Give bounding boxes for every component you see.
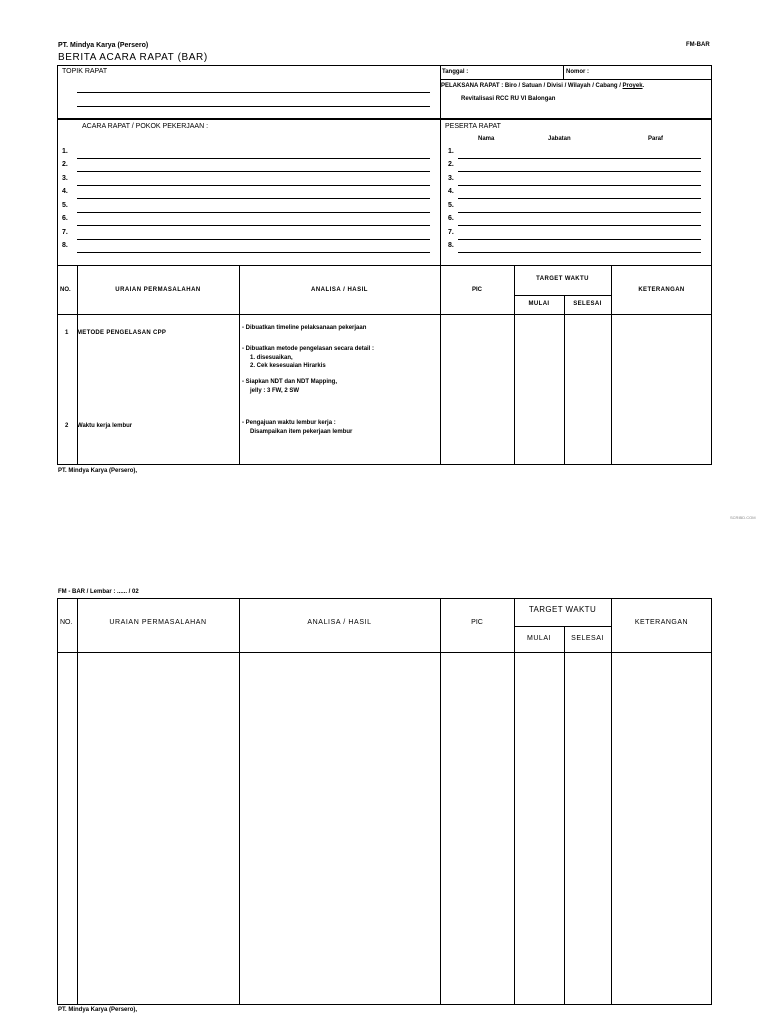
peserta-number: 5.	[448, 202, 454, 209]
topik-label: TOPIK RAPAT	[62, 68, 108, 75]
footer-company-page2: PT. Mindya Karya (Persero),	[58, 1007, 138, 1013]
row-analisa-line: - Siapkan NDT dan NDT Mapping,	[242, 379, 338, 385]
company-name: PT. Mindya Karya (Persero)	[58, 42, 149, 49]
acara-number: 5.	[62, 202, 68, 209]
col-keterangan: KETERANGAN	[634, 619, 689, 626]
form-code: FM-BAR	[686, 42, 710, 48]
acara-number: 2.	[62, 161, 68, 168]
col-selesai: SELESAI	[573, 301, 602, 307]
col-uraian: URAIAN PERMASALAHAN	[109, 619, 207, 626]
row-analisa-line: 2. Cek kesesuaian Hirarkis	[250, 363, 326, 369]
col-mulai: MULAI	[527, 635, 551, 642]
peserta-label: PESERTA RAPAT	[445, 123, 501, 130]
peserta-number: 3.	[448, 175, 454, 182]
col-analisa: ANALISA / HASIL	[311, 287, 368, 293]
col-analisa: ANALISA / HASIL	[307, 619, 372, 626]
pelaksana-end: .	[642, 83, 645, 89]
table2	[57, 598, 712, 1005]
document-title: BERITA ACARA RAPAT (BAR)	[58, 52, 208, 63]
row-analisa-line: - Dibuatkan timeline pelaksanaan pekerjaan	[242, 325, 367, 331]
peserta-number: 8.	[448, 242, 454, 249]
peserta-number: 2.	[448, 161, 454, 168]
row-number: 1	[65, 330, 69, 336]
row-analisa-line: - Pengajuan waktu lembur kerja :	[242, 420, 336, 426]
watermark: SCRIBD.COM	[730, 515, 756, 520]
project-name: Revitalisasi RCC RU VI Balongan	[461, 96, 556, 102]
col-pic: PIC	[471, 619, 483, 626]
row-uraian: METODE PENGELASAN CPP	[77, 330, 167, 336]
peserta-col-jabatan: Jabatan	[548, 136, 571, 142]
sheet-label: FM - BAR / Lembar : ...... / 02	[58, 589, 139, 595]
col-keterangan: KETERANGAN	[638, 287, 685, 293]
peserta-number: 7.	[448, 229, 454, 236]
col-no: NO.	[60, 287, 71, 293]
row-analisa-line: jelly : 3 FW, 2 SW	[250, 388, 300, 394]
col-no: NO.	[60, 619, 73, 626]
pelaksana-label: PELAKSANA RAPAT : Biro / Satuan / Divisi / Wilayah / Cabang /	[441, 83, 621, 89]
peserta-number: 1.	[448, 148, 454, 155]
nomor-label: Nomor :	[566, 69, 589, 75]
col-target-waktu: TARGET WAKTU	[528, 605, 597, 614]
row-analisa-line: Disampaikan item pekerjaan lembur	[250, 429, 353, 435]
row-number: 2	[65, 423, 69, 429]
pelaksana-rapat	[441, 83, 644, 89]
acara-label: ACARA RAPAT / POKOK PEKERJAAN :	[82, 123, 209, 130]
col-target-waktu: TARGET WAKTU	[536, 276, 589, 282]
peserta-number: 6.	[448, 215, 454, 222]
acara-number: 3.	[62, 175, 68, 182]
acara-number: 8.	[62, 242, 68, 249]
peserta-number: 4.	[448, 188, 454, 195]
acara-number: 1.	[62, 148, 68, 155]
peserta-col-nama: Nama	[478, 136, 495, 142]
acara-number: 7.	[62, 229, 68, 236]
pelaksana-selected: Proyek	[622, 83, 643, 89]
peserta-col-paraf: Paraf	[648, 136, 664, 142]
row-analisa-line: 1. disesuaikan,	[250, 355, 293, 361]
row-uraian: Waktu kerja lembur	[77, 423, 133, 429]
footer-company: PT. Mindya Karya (Persero),	[58, 468, 138, 474]
col-mulai: MULAI	[528, 301, 550, 307]
col-pic: PIC	[471, 287, 482, 293]
col-selesai: SELESAI	[571, 635, 604, 642]
acara-number: 6.	[62, 215, 68, 222]
row-analisa-line: - Dibuatkan metode pengelasan secara detail :	[242, 346, 375, 352]
tanggal-label: Tanggal :	[442, 69, 469, 75]
col-uraian: URAIAN PERMASALAHAN	[115, 287, 201, 293]
acara-number: 4.	[62, 188, 68, 195]
